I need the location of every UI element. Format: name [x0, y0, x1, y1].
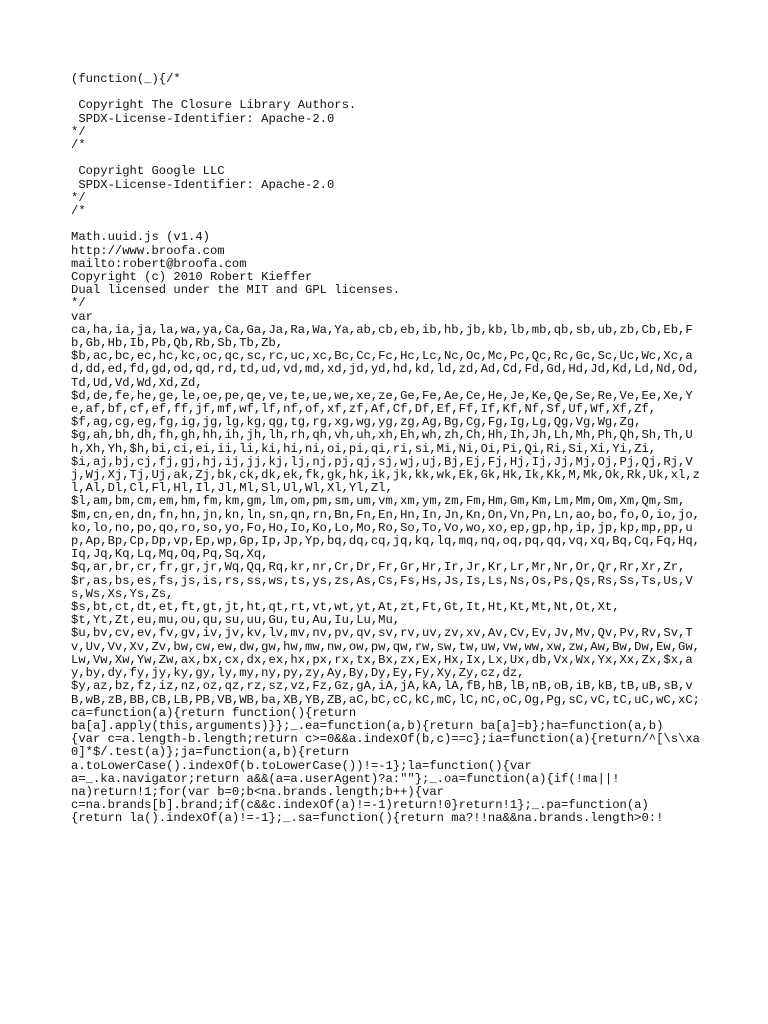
code-line: $d,de,fe,he,ge,le,oe,pe,qe,ve,te,ue,we,xe,ze,Ge,Fe,Ae,Ce,He,Je,Ke,Qe,Se,Re,Ve,Ee,Xe,Ye,af,bf,cf,ef,ff,jf,mf,wf,lf,nf,of,xf,zf,Af,Cf,Df,Ef,Ff,If,Kf,Nf,Sf,Uf,Wf,Xf,Zf,: [71, 388, 693, 417]
code-line: /*: [71, 138, 86, 152]
code-line: Math.uuid.js (v1.4): [71, 230, 210, 245]
code-line: */: [71, 296, 86, 311]
code-line: SPDX-License-Identifier: Apache-2.0: [71, 177, 335, 192]
code-line: $u,bv,cv,ev,fv,gv,iv,jv,kv,lv,mv,nv,pv,qv,sv,rv,uv,zv,xv,Av,Cv,Ev,Jv,Mv,Qv,Pv,Rv,Sv,Tv,Uv,Vv,Xv,Zv,bw,cw,ew,dw,gw,hw,mw,nw,ow,pw,qw,rw,sw,tw,uw,vw,ww,xw,zw,Aw,Bw,Dw,Ew,Gw,Lw,Vw,Xw,Yw,Zw,ax,bx,cx,dx,ex,hx,px,rx,tx,Bx,zx,Ex,Hx,Ix,Lx,Ux,db,Vx,Wx,Yx,Xx,Zx,$x,ay,by,dy,fy,jy,ky,gy,ly,my,ny,py,zy,Ay,By,Dy,Ey,Fy,Xy,Zy,cz,dz,: [71, 626, 700, 681]
code-line: a=_.ka.navigator;return a&&(a=a.userAgent)?a:""};_.oa=function(a){if(!ma||!: [71, 771, 620, 786]
code-line: Copyright The Closure Library Authors.: [71, 98, 357, 113]
code-line: $q,ar,br,cr,fr,gr,jr,Wq,Qq,Rq,kr,nr,Cr,Dr,Fr,Gr,Hr,Ir,Jr,Kr,Lr,Mr,Nr,Or,Qr,Rr,Xr,Zr,: [71, 560, 686, 575]
code-line: SPDX-License-Identifier: Apache-2.0: [71, 111, 335, 126]
code-line: /*: [71, 204, 86, 218]
code-line: $b,ac,bc,ec,hc,kc,oc,qc,sc,rc,uc,xc,Bc,Cc,Fc,Hc,Lc,Nc,Oc,Mc,Pc,Qc,Rc,Gc,Sc,Uc,Wc,Xc,ad,dd,ed,fd,gd,od,qd,rd,td,ud,vd,md,xd,jd,yd,hd,kd,ld,zd,Ad,Cd,Fd,Gd,Hd,Jd,Kd,Ld,Nd,Od,Td,Ud,Vd,Wd,Xd,Zd,: [71, 349, 700, 390]
code-line: ba[a].apply(this,arguments)}};_.ea=function(a,b){return ba[a]=b};ha=function(a,b): [71, 718, 664, 733]
code-line: $l,am,bm,cm,em,hm,fm,km,gm,lm,om,pm,sm,um,vm,xm,ym,zm,Fm,Hm,Gm,Km,Lm,Mm,Om,Xm,Qm,Sm,: [71, 494, 686, 509]
code-line: {var c=a.length-b.length;return c>=0&&a.indexOf(b,c)==c};ia=function(a){return/^[\s\xa0]*$/.test(a)};ja=function(a,b){return: [71, 732, 700, 760]
code-line: http://www.broofa.com: [71, 243, 225, 258]
code-line: var: [71, 309, 93, 324]
code-line: $t,Yt,Zt,eu,mu,ou,qu,su,uu,Gu,tu,Au,Iu,Lu,Mu,: [71, 613, 401, 628]
code-line: a.toLowerCase().indexOf(b.toLowerCase())!=-1};la=function(){var: [71, 758, 532, 773]
code-line: na)return!1;for(var b=0;b<na.brands.length;b++){var: [71, 784, 444, 799]
code-line: Dual licensed under the MIT and GPL licenses.: [71, 283, 401, 298]
code-line: {return la().indexOf(a)!=-1};_.sa=function(){return ma?!!na&&na.brands.length>0:!: [71, 811, 664, 826]
source-code-text: [71, 73, 701, 826]
code-line: (function(_){/*: [71, 72, 181, 86]
code-line: $g,ah,bh,dh,fh,gh,hh,ih,jh,lh,rh,qh,vh,uh,xh,Eh,wh,zh,Ch,Hh,Ih,Jh,Lh,Mh,Ph,Qh,Sh,Th,Uh,Xh,Yh,$h,bi,ci,ei,ii,li,ki,hi,ni,oi,pi,qi,ri,si,Mi,Ni,Oi,Pi,Qi,Ri,Si,Xi,Yi,Zi,: [71, 428, 693, 456]
code-line: $m,cn,en,dn,fn,hn,jn,kn,ln,sn,qn,rn,Bn,Fn,En,Hn,In,Jn,Kn,On,Vn,Pn,Ln,ao,bo,fo,O,io,jo,ko,lo,no,po,qo,ro,so,yo,Fo,Ho,Io,Ko,Lo,Mo,Ro,So,To,Vo,wo,xo,ep,gp,hp,ip,jp,kp,mp,pp,up,Ap,Bp,Cp,Dp,vp,Ep,wp,Gp,Ip,Jp,Yp,bq,dq,cq,jq,kq,lq,mq,nq,oq,pq,qq,vq,xq,Bq,Cq,Fq,Hq,Iq,Jq,Kq,Lq,Mq,Oq,Pq,Sq,Xq,: [71, 507, 700, 562]
code-line: Copyright (c) 2010 Robert Kieffer: [71, 270, 313, 284]
code-line: $s,bt,ct,dt,et,ft,gt,jt,ht,qt,rt,vt,wt,yt,At,zt,Ft,Gt,It,Ht,Kt,Mt,Nt,Ot,Xt,: [71, 600, 620, 615]
code-line: $y,az,bz,fz,iz,nz,oz,qz,rz,sz,vz,Fz,Gz,gA,iA,jA,kA,lA,fB,hB,lB,nB,oB,iB,kB,tB,uB,sB,vB,wB,zB,BB,CB,LB,PB,VB,WB,ba,XB,YB,ZB,aC,bC,cC,kC,mC,lC,nC,oC,Og,Pg,sC,vC,tC,uC,wC,xC;ca=function(a){return function(){return: [71, 679, 700, 720]
code-line: $i,aj,bj,cj,fj,gj,hj,ij,jj,kj,lj,nj,pj,qj,sj,wj,uj,Bj,Ej,Fj,Hj,Ij,Jj,Mj,Oj,Pj,Qj,Rj,Vj,Wj,Xj,Tj,Uj,ak,Zj,bk,ck,dk,ek,fk,gk,hk,ik,jk,kk,wk,Ek,Gk,Hk,Ik,Kk,M,Mk,Ok,Rk,Uk,xl,zl,Al,Dl,Cl,Fl,Hl,Il,Jl,Ml,Sl,Ul,Wl,Xl,Yl,Zl,: [71, 454, 700, 496]
code-line: Copyright Google LLC: [71, 164, 225, 179]
code-line: c=na.brands[b].brand;if(c&&c.indexOf(a)!=-1)return!0}return!1};_.pa=function(a): [71, 798, 649, 813]
code-line: $f,ag,cg,eg,fg,ig,jg,lg,kg,qg,tg,rg,xg,wg,yg,zg,Ag,Bg,Cg,Fg,Ig,Lg,Qg,Vg,Wg,Zg,: [71, 415, 642, 430]
code-line: */: [71, 190, 86, 205]
code-line: */: [71, 124, 86, 139]
code-line: $r,as,bs,es,fs,js,is,rs,ss,ws,ts,ys,zs,As,Cs,Fs,Hs,Js,Is,Ls,Ns,Os,Ps,Qs,Rs,Ss,Ts,Us,Vs,Ws,Xs,Ys,Zs,: [71, 573, 693, 601]
code-line: ca,ha,ia,ja,la,wa,ya,Ca,Ga,Ja,Ra,Wa,Ya,ab,cb,eb,ib,hb,jb,kb,lb,mb,qb,sb,ub,zb,Cb,Eb,Fb,Gb,Hb,Ib,Pb,Qb,Rb,Sb,Tb,Zb,: [71, 322, 693, 351]
code-line: mailto:robert@broofa.com: [71, 256, 247, 271]
